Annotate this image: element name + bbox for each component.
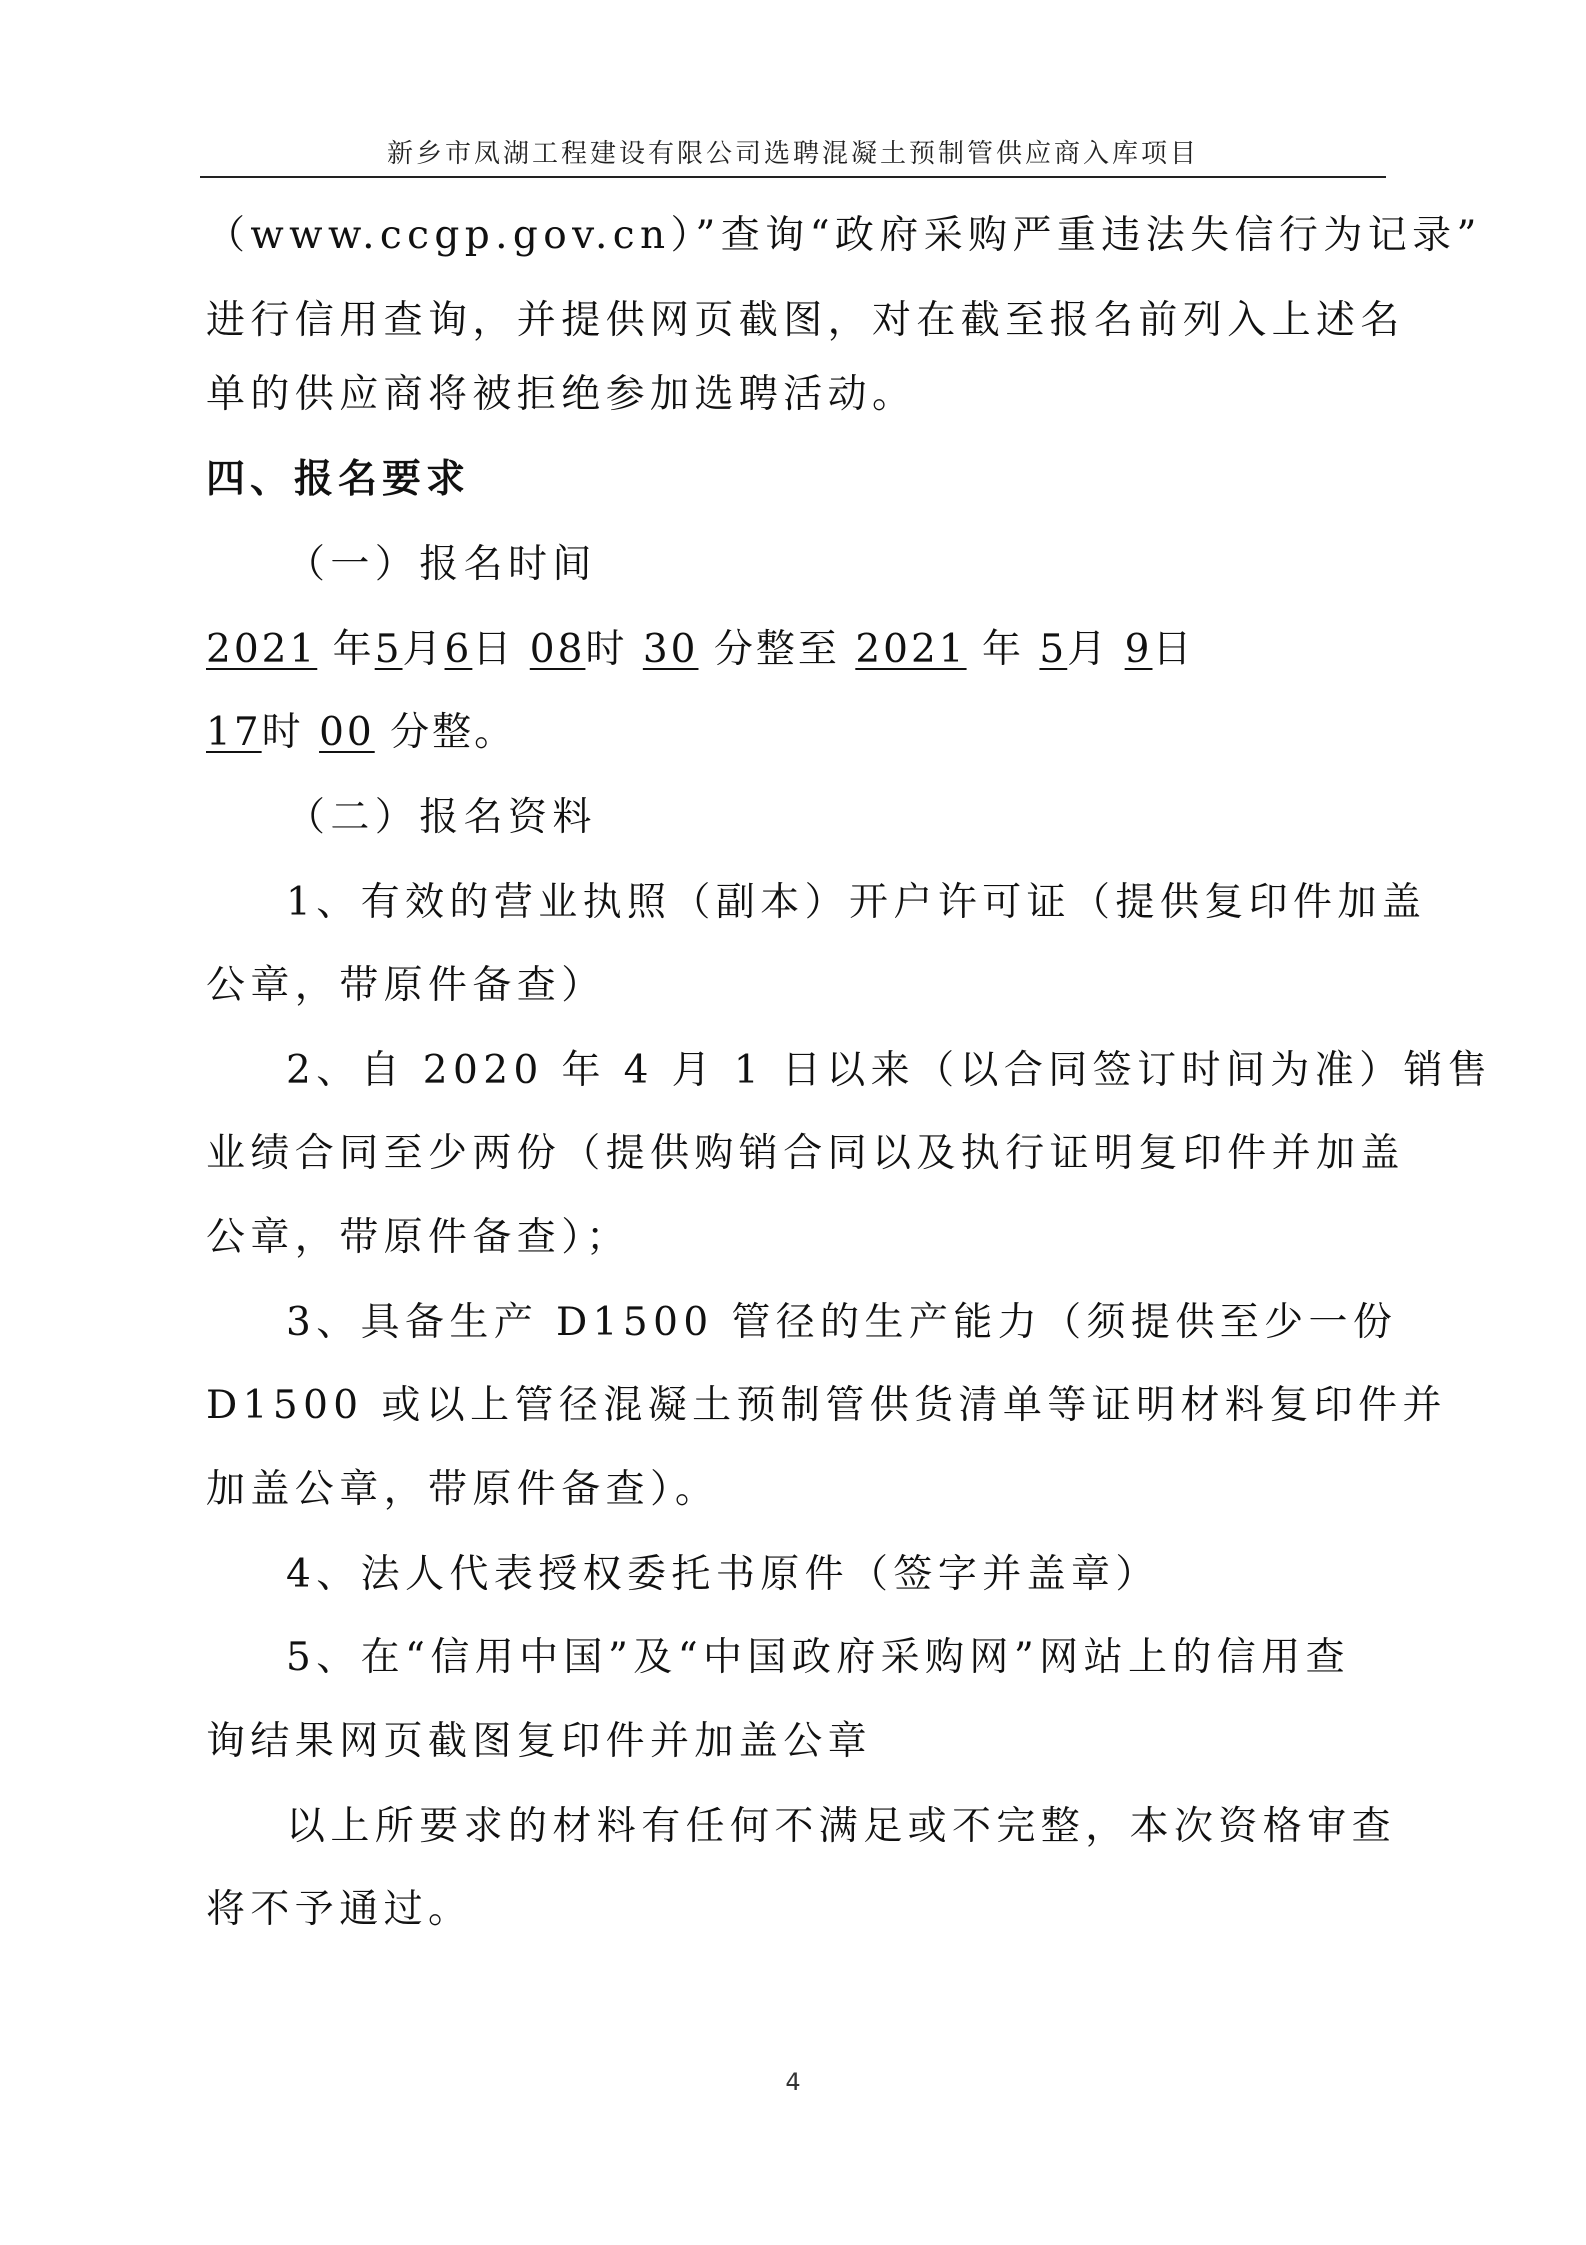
material-item-1-line-1: 1、有效的营业执照（副本）开户许可证（提供复印件加盖 — [286, 880, 1427, 925]
material-item-3-line-2: D1500 或以上管径混凝土预制管供货清单等证明材料复印件并 — [206, 1383, 1447, 1428]
registration-time-line-1 — [206, 625, 1195, 675]
page-number: 4 — [785, 2068, 801, 2096]
start-month: 5 — [374, 627, 403, 672]
end-minute: 00 — [319, 710, 375, 755]
label-minute-to: 分整至 — [713, 627, 840, 672]
label-month: 月 — [402, 627, 445, 672]
label-minute-end: 分整。 — [390, 710, 517, 755]
start-minute: 30 — [642, 627, 699, 672]
conclusion-line-2: 将不予通过。 — [206, 1887, 473, 1932]
intro-line-1: （www.ccgp.gov.cn）”查询“政府采购严重违法失信行为记录” — [206, 213, 1482, 258]
intro-line-2: 进行信用查询，并提供网页截图，对在截至报名前列入上述名 — [206, 298, 1405, 343]
subheading-registration-time: （一）报名时间 — [286, 542, 597, 587]
header-divider — [200, 176, 1386, 178]
page-header-title: 新乡市凤湖工程建设有限公司选聘混凝土预制管供应商入库项目 — [386, 139, 1199, 169]
start-day: 6 — [444, 627, 473, 672]
intro-line-3: 单的供应商将被拒绝参加选聘活动。 — [206, 372, 917, 417]
start-year: 2021 — [206, 627, 318, 672]
label-hour-end: 时 — [261, 710, 304, 755]
start-hour: 08 — [529, 627, 586, 672]
material-item-2-line-3: 公章，带原件备查）； — [206, 1215, 631, 1260]
label-day: 日 — [472, 627, 515, 672]
conclusion-line-1: 以上所要求的材料有任何不满足或不完整，本次资格审查 — [286, 1804, 1397, 1849]
material-item-1-line-2: 公章，带原件备查） — [206, 963, 606, 1008]
material-item-5-line-2: 询结果网页截图复印件并加盖公章 — [206, 1719, 873, 1764]
registration-time-line-2 — [206, 708, 516, 758]
material-item-2-line-2: 业绩合同至少两份（提供购销合同以及执行证明复印件并加盖 — [206, 1131, 1405, 1176]
label-hour: 时 — [585, 627, 628, 672]
label-year: 年 — [332, 627, 375, 672]
material-item-3-line-3: 加盖公章，带原件备查）。 — [206, 1467, 720, 1512]
end-hour: 17 — [206, 710, 262, 755]
material-item-5-line-1: 5、在“信用中国”及“中国政府采购网”网站上的信用查 — [286, 1635, 1350, 1680]
label-year-end: 年 — [981, 627, 1024, 672]
subheading-registration-materials: （二）报名资料 — [286, 795, 597, 840]
end-year: 2021 — [855, 627, 967, 672]
material-item-4-line-1: 4、法人代表授权委托书原件（签字并盖章） — [286, 1552, 1160, 1597]
material-item-2-line-1: 2、自 2020 年 4 月 1 日以来（以合同签订时间为准）销售 — [286, 1048, 1493, 1093]
label-month-end: 月 — [1067, 627, 1110, 672]
label-day-end: 日 — [1152, 627, 1195, 672]
end-month: 5 — [1039, 627, 1068, 672]
end-day: 9 — [1124, 627, 1153, 672]
section-heading: 四、报名要求 — [206, 457, 471, 502]
material-item-3-line-1: 3、具备生产 D1500 管径的生产能力（须提供至少一份 — [286, 1300, 1398, 1345]
